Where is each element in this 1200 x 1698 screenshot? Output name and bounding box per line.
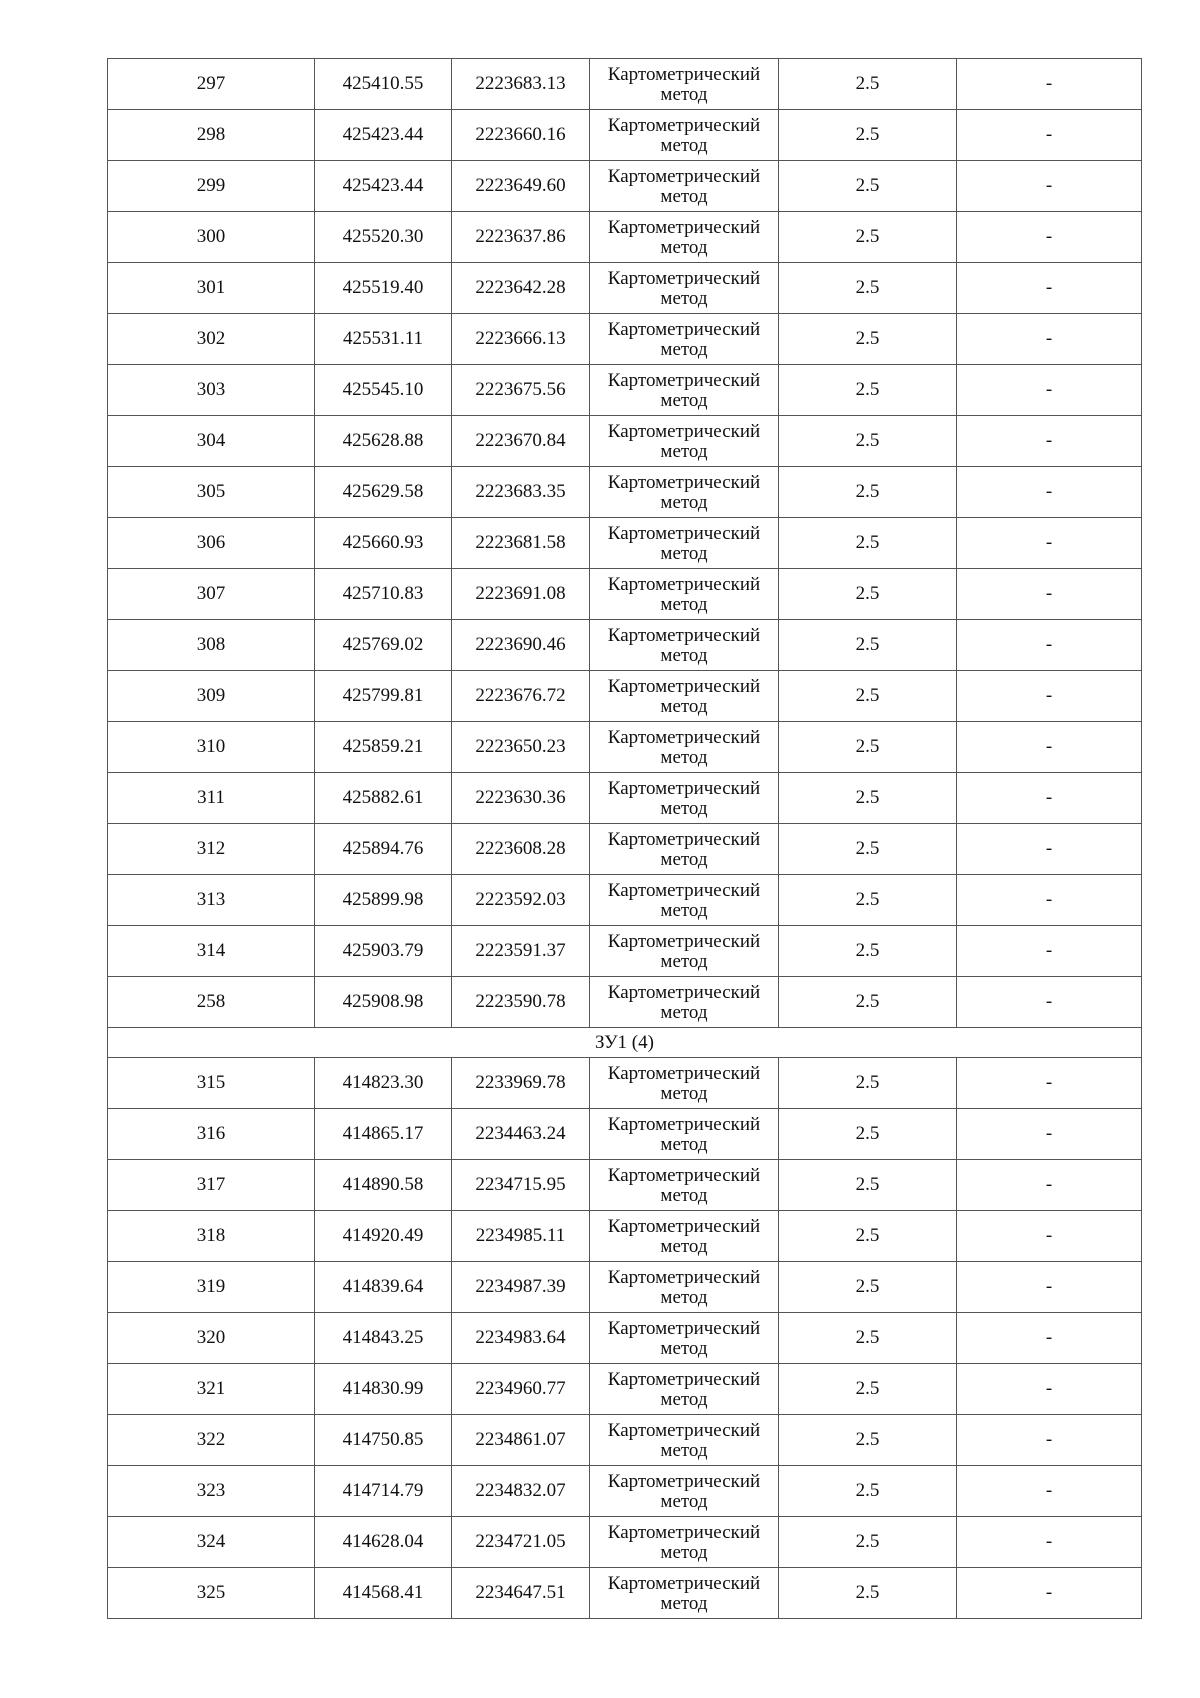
point-number-cell: 319 bbox=[108, 1262, 315, 1313]
y-coordinate-cell: 2233969.78 bbox=[452, 1058, 590, 1109]
x-coordinate-cell: 425423.44 bbox=[315, 161, 452, 212]
method-cell bbox=[590, 59, 779, 110]
note-cell: - bbox=[957, 569, 1142, 620]
method-line: метод bbox=[660, 899, 708, 921]
note-cell: - bbox=[957, 416, 1142, 467]
table-row bbox=[108, 1364, 1142, 1415]
y-coordinate-cell: 2234715.95 bbox=[452, 1160, 590, 1211]
method-cell bbox=[590, 1466, 779, 1517]
y-coordinate-cell: 2223642.28 bbox=[452, 263, 590, 314]
table-row bbox=[108, 518, 1142, 569]
section-header-row bbox=[108, 1028, 1142, 1058]
point-number-cell: 297 bbox=[108, 59, 315, 110]
method-line: Картометрический bbox=[607, 267, 761, 289]
method-cell bbox=[590, 1313, 779, 1364]
x-coordinate-cell: 414830.99 bbox=[315, 1364, 452, 1415]
note-cell: - bbox=[957, 722, 1142, 773]
method-line: Картометрический bbox=[607, 1215, 761, 1237]
table-row bbox=[108, 1211, 1142, 1262]
method-cell bbox=[590, 1211, 779, 1262]
method-line: метод bbox=[660, 1541, 708, 1563]
table-row bbox=[108, 161, 1142, 212]
table-row bbox=[108, 365, 1142, 416]
x-coordinate-cell: 425519.40 bbox=[315, 263, 452, 314]
method-line: Картометрический bbox=[607, 573, 761, 595]
x-coordinate-cell: 414714.79 bbox=[315, 1466, 452, 1517]
x-coordinate-cell: 425859.21 bbox=[315, 722, 452, 773]
point-number-cell: 298 bbox=[108, 110, 315, 161]
method-line: метод bbox=[660, 1235, 708, 1257]
table-row bbox=[108, 1568, 1142, 1619]
y-coordinate-cell: 2234721.05 bbox=[452, 1517, 590, 1568]
x-coordinate-cell: 414568.41 bbox=[315, 1568, 452, 1619]
accuracy-cell: 2.5 bbox=[779, 1466, 957, 1517]
x-coordinate-cell: 425908.98 bbox=[315, 977, 452, 1028]
accuracy-cell: 2.5 bbox=[779, 212, 957, 263]
point-number-cell: 325 bbox=[108, 1568, 315, 1619]
note-cell: - bbox=[957, 161, 1142, 212]
x-coordinate-cell: 425894.76 bbox=[315, 824, 452, 875]
y-coordinate-cell: 2223649.60 bbox=[452, 161, 590, 212]
y-coordinate-cell: 2223630.36 bbox=[452, 773, 590, 824]
y-coordinate-cell: 2223666.13 bbox=[452, 314, 590, 365]
point-number-cell: 307 bbox=[108, 569, 315, 620]
accuracy-cell: 2.5 bbox=[779, 1109, 957, 1160]
table-row bbox=[108, 722, 1142, 773]
note-cell: - bbox=[957, 671, 1142, 722]
method-line: метод bbox=[660, 644, 708, 666]
accuracy-cell: 2.5 bbox=[779, 1058, 957, 1109]
method-cell bbox=[590, 1568, 779, 1619]
method-cell bbox=[590, 518, 779, 569]
y-coordinate-cell: 2223670.84 bbox=[452, 416, 590, 467]
table-row bbox=[108, 977, 1142, 1028]
accuracy-cell: 2.5 bbox=[779, 1517, 957, 1568]
method-cell bbox=[590, 569, 779, 620]
table-row bbox=[108, 671, 1142, 722]
table-row bbox=[108, 1466, 1142, 1517]
accuracy-cell: 2.5 bbox=[779, 110, 957, 161]
point-number-cell: 303 bbox=[108, 365, 315, 416]
note-cell: - bbox=[957, 1160, 1142, 1211]
note-cell: - bbox=[957, 620, 1142, 671]
accuracy-cell: 2.5 bbox=[779, 1211, 957, 1262]
x-coordinate-cell: 425628.88 bbox=[315, 416, 452, 467]
accuracy-cell: 2.5 bbox=[779, 875, 957, 926]
table-row bbox=[108, 875, 1142, 926]
point-number-cell: 304 bbox=[108, 416, 315, 467]
table-row bbox=[108, 263, 1142, 314]
y-coordinate-cell: 2223675.56 bbox=[452, 365, 590, 416]
table-row bbox=[108, 569, 1142, 620]
method-line: Картометрический bbox=[607, 1572, 761, 1594]
table-row bbox=[108, 59, 1142, 110]
y-coordinate-cell: 2234832.07 bbox=[452, 1466, 590, 1517]
method-cell bbox=[590, 620, 779, 671]
accuracy-cell: 2.5 bbox=[779, 1262, 957, 1313]
x-coordinate-cell: 425899.98 bbox=[315, 875, 452, 926]
point-number-cell: 302 bbox=[108, 314, 315, 365]
note-cell: - bbox=[957, 1517, 1142, 1568]
y-coordinate-cell: 2223683.35 bbox=[452, 467, 590, 518]
method-line: метод bbox=[660, 1082, 708, 1104]
method-line: метод bbox=[660, 389, 708, 411]
x-coordinate-cell: 425410.55 bbox=[315, 59, 452, 110]
accuracy-cell: 2.5 bbox=[779, 263, 957, 314]
point-number-cell: 299 bbox=[108, 161, 315, 212]
method-line: Картометрический bbox=[607, 369, 761, 391]
note-cell: - bbox=[957, 977, 1142, 1028]
point-number-cell: 323 bbox=[108, 1466, 315, 1517]
x-coordinate-cell: 425799.81 bbox=[315, 671, 452, 722]
method-line: метод bbox=[660, 440, 708, 462]
method-cell bbox=[590, 722, 779, 773]
y-coordinate-cell: 2234983.64 bbox=[452, 1313, 590, 1364]
y-coordinate-cell: 2223683.13 bbox=[452, 59, 590, 110]
y-coordinate-cell: 2223590.78 bbox=[452, 977, 590, 1028]
note-cell: - bbox=[957, 212, 1142, 263]
y-coordinate-cell: 2223591.37 bbox=[452, 926, 590, 977]
x-coordinate-cell: 414823.30 bbox=[315, 1058, 452, 1109]
table-row bbox=[108, 1415, 1142, 1466]
point-number-cell: 316 bbox=[108, 1109, 315, 1160]
x-coordinate-cell: 414865.17 bbox=[315, 1109, 452, 1160]
x-coordinate-cell: 425531.11 bbox=[315, 314, 452, 365]
accuracy-cell: 2.5 bbox=[779, 1568, 957, 1619]
method-line: Картометрический bbox=[607, 726, 761, 748]
table-row bbox=[108, 467, 1142, 518]
point-number-cell: 315 bbox=[108, 1058, 315, 1109]
method-cell bbox=[590, 1415, 779, 1466]
section-header: ЗУ1 (4) bbox=[108, 1028, 1142, 1058]
x-coordinate-cell: 425882.61 bbox=[315, 773, 452, 824]
x-coordinate-cell: 425903.79 bbox=[315, 926, 452, 977]
table-row bbox=[108, 416, 1142, 467]
method-line: метод bbox=[660, 1286, 708, 1308]
accuracy-cell: 2.5 bbox=[779, 314, 957, 365]
method-cell bbox=[590, 671, 779, 722]
note-cell: - bbox=[957, 263, 1142, 314]
table-row bbox=[108, 1058, 1142, 1109]
point-number-cell: 312 bbox=[108, 824, 315, 875]
accuracy-cell: 2.5 bbox=[779, 161, 957, 212]
note-cell: - bbox=[957, 518, 1142, 569]
note-cell: - bbox=[957, 365, 1142, 416]
method-line: Картометрический bbox=[607, 1368, 761, 1390]
method-line: Картометрический bbox=[607, 1164, 761, 1186]
y-coordinate-cell: 2234463.24 bbox=[452, 1109, 590, 1160]
method-line: Картометрический bbox=[607, 777, 761, 799]
accuracy-cell: 2.5 bbox=[779, 620, 957, 671]
method-line: метод bbox=[660, 1337, 708, 1359]
accuracy-cell: 2.5 bbox=[779, 926, 957, 977]
coordinates-table-body bbox=[108, 59, 1142, 1619]
method-line: Картометрический bbox=[607, 1521, 761, 1543]
accuracy-cell: 2.5 bbox=[779, 416, 957, 467]
x-coordinate-cell: 414750.85 bbox=[315, 1415, 452, 1466]
y-coordinate-cell: 2223608.28 bbox=[452, 824, 590, 875]
note-cell: - bbox=[957, 1211, 1142, 1262]
method-cell bbox=[590, 824, 779, 875]
accuracy-cell: 2.5 bbox=[779, 59, 957, 110]
method-line: метод bbox=[660, 1490, 708, 1512]
point-number-cell: 300 bbox=[108, 212, 315, 263]
accuracy-cell: 2.5 bbox=[779, 1313, 957, 1364]
method-cell bbox=[590, 263, 779, 314]
note-cell: - bbox=[957, 773, 1142, 824]
point-number-cell: 306 bbox=[108, 518, 315, 569]
point-number-cell: 313 bbox=[108, 875, 315, 926]
point-number-cell: 320 bbox=[108, 1313, 315, 1364]
note-cell: - bbox=[957, 1364, 1142, 1415]
y-coordinate-cell: 2234985.11 bbox=[452, 1211, 590, 1262]
y-coordinate-cell: 2223681.58 bbox=[452, 518, 590, 569]
method-line: метод bbox=[660, 1184, 708, 1206]
method-line: Картометрический bbox=[607, 675, 761, 697]
accuracy-cell: 2.5 bbox=[779, 518, 957, 569]
y-coordinate-cell: 2234960.77 bbox=[452, 1364, 590, 1415]
x-coordinate-cell: 425660.93 bbox=[315, 518, 452, 569]
point-number-cell: 322 bbox=[108, 1415, 315, 1466]
accuracy-cell: 2.5 bbox=[779, 773, 957, 824]
x-coordinate-cell: 425423.44 bbox=[315, 110, 452, 161]
accuracy-cell: 2.5 bbox=[779, 1160, 957, 1211]
y-coordinate-cell: 2223650.23 bbox=[452, 722, 590, 773]
accuracy-cell: 2.5 bbox=[779, 1415, 957, 1466]
note-cell: - bbox=[957, 1568, 1142, 1619]
method-line: Картометрический bbox=[607, 1419, 761, 1441]
table-row bbox=[108, 620, 1142, 671]
y-coordinate-cell: 2223676.72 bbox=[452, 671, 590, 722]
method-line: метод bbox=[660, 1592, 708, 1614]
method-line: метод bbox=[660, 848, 708, 870]
note-cell: - bbox=[957, 59, 1142, 110]
method-line: метод bbox=[660, 236, 708, 258]
coordinates-table bbox=[107, 58, 1142, 1619]
method-cell bbox=[590, 365, 779, 416]
method-cell bbox=[590, 110, 779, 161]
method-line: метод bbox=[660, 1439, 708, 1461]
y-coordinate-cell: 2223690.46 bbox=[452, 620, 590, 671]
method-line: Картометрический bbox=[607, 930, 761, 952]
accuracy-cell: 2.5 bbox=[779, 365, 957, 416]
y-coordinate-cell: 2234647.51 bbox=[452, 1568, 590, 1619]
method-line: метод bbox=[660, 1001, 708, 1023]
y-coordinate-cell: 2234861.07 bbox=[452, 1415, 590, 1466]
point-number-cell: 309 bbox=[108, 671, 315, 722]
note-cell: - bbox=[957, 110, 1142, 161]
table-row bbox=[108, 926, 1142, 977]
note-cell: - bbox=[957, 1313, 1142, 1364]
accuracy-cell: 2.5 bbox=[779, 467, 957, 518]
table-row bbox=[108, 1262, 1142, 1313]
point-number-cell: 258 bbox=[108, 977, 315, 1028]
method-line: Картометрический bbox=[607, 624, 761, 646]
method-cell bbox=[590, 773, 779, 824]
x-coordinate-cell: 414628.04 bbox=[315, 1517, 452, 1568]
table-row bbox=[108, 824, 1142, 875]
method-line: метод bbox=[660, 1388, 708, 1410]
method-cell bbox=[590, 314, 779, 365]
point-number-cell: 324 bbox=[108, 1517, 315, 1568]
x-coordinate-cell: 414839.64 bbox=[315, 1262, 452, 1313]
point-number-cell: 321 bbox=[108, 1364, 315, 1415]
method-cell bbox=[590, 212, 779, 263]
method-cell bbox=[590, 1160, 779, 1211]
note-cell: - bbox=[957, 1109, 1142, 1160]
method-line: метод bbox=[660, 287, 708, 309]
note-cell: - bbox=[957, 824, 1142, 875]
method-line: Картометрический bbox=[607, 216, 761, 238]
note-cell: - bbox=[957, 926, 1142, 977]
method-line: метод bbox=[660, 593, 708, 615]
note-cell: - bbox=[957, 875, 1142, 926]
table-row bbox=[108, 212, 1142, 263]
x-coordinate-cell: 414890.58 bbox=[315, 1160, 452, 1211]
method-line: Картометрический bbox=[607, 1317, 761, 1339]
accuracy-cell: 2.5 bbox=[779, 977, 957, 1028]
method-cell bbox=[590, 161, 779, 212]
method-line: Картометрический bbox=[607, 420, 761, 442]
method-line: метод bbox=[660, 83, 708, 105]
method-line: Картометрический bbox=[607, 1266, 761, 1288]
method-line: Картометрический bbox=[607, 114, 761, 136]
method-line: метод bbox=[660, 134, 708, 156]
note-cell: - bbox=[957, 1262, 1142, 1313]
note-cell: - bbox=[957, 1466, 1142, 1517]
y-coordinate-cell: 2223592.03 bbox=[452, 875, 590, 926]
accuracy-cell: 2.5 bbox=[779, 824, 957, 875]
method-line: метод bbox=[660, 185, 708, 207]
method-line: Картометрический bbox=[607, 879, 761, 901]
point-number-cell: 311 bbox=[108, 773, 315, 824]
table-row bbox=[108, 314, 1142, 365]
accuracy-cell: 2.5 bbox=[779, 1364, 957, 1415]
method-cell bbox=[590, 1262, 779, 1313]
point-number-cell: 310 bbox=[108, 722, 315, 773]
method-cell bbox=[590, 926, 779, 977]
method-line: метод bbox=[660, 797, 708, 819]
y-coordinate-cell: 2223691.08 bbox=[452, 569, 590, 620]
method-line: Картометрический bbox=[607, 63, 761, 85]
accuracy-cell: 2.5 bbox=[779, 671, 957, 722]
method-line: метод bbox=[660, 542, 708, 564]
x-coordinate-cell: 414843.25 bbox=[315, 1313, 452, 1364]
method-line: метод bbox=[660, 746, 708, 768]
x-coordinate-cell: 414920.49 bbox=[315, 1211, 452, 1262]
accuracy-cell: 2.5 bbox=[779, 569, 957, 620]
method-cell bbox=[590, 977, 779, 1028]
method-line: Картометрический bbox=[607, 522, 761, 544]
method-cell bbox=[590, 1109, 779, 1160]
note-cell: - bbox=[957, 467, 1142, 518]
method-cell bbox=[590, 467, 779, 518]
method-cell bbox=[590, 1058, 779, 1109]
x-coordinate-cell: 425545.10 bbox=[315, 365, 452, 416]
method-cell bbox=[590, 875, 779, 926]
note-cell: - bbox=[957, 314, 1142, 365]
note-cell: - bbox=[957, 1058, 1142, 1109]
point-number-cell: 318 bbox=[108, 1211, 315, 1262]
table-row bbox=[108, 110, 1142, 161]
accuracy-cell: 2.5 bbox=[779, 722, 957, 773]
table-row bbox=[108, 773, 1142, 824]
method-line: Картометрический bbox=[607, 471, 761, 493]
method-cell bbox=[590, 416, 779, 467]
point-number-cell: 305 bbox=[108, 467, 315, 518]
table-row bbox=[108, 1160, 1142, 1211]
y-coordinate-cell: 2223660.16 bbox=[452, 110, 590, 161]
method-line: метод bbox=[660, 1133, 708, 1155]
method-line: Картометрический bbox=[607, 1062, 761, 1084]
method-line: Картометрический bbox=[607, 1113, 761, 1135]
method-line: Картометрический bbox=[607, 165, 761, 187]
x-coordinate-cell: 425769.02 bbox=[315, 620, 452, 671]
method-line: Картометрический bbox=[607, 1470, 761, 1492]
method-line: Картометрический bbox=[607, 318, 761, 340]
table-row bbox=[108, 1313, 1142, 1364]
point-number-cell: 308 bbox=[108, 620, 315, 671]
x-coordinate-cell: 425520.30 bbox=[315, 212, 452, 263]
point-number-cell: 301 bbox=[108, 263, 315, 314]
method-cell bbox=[590, 1517, 779, 1568]
y-coordinate-cell: 2234987.39 bbox=[452, 1262, 590, 1313]
method-line: Картометрический bbox=[607, 828, 761, 850]
method-line: метод bbox=[660, 491, 708, 513]
x-coordinate-cell: 425629.58 bbox=[315, 467, 452, 518]
method-cell bbox=[590, 1364, 779, 1415]
method-line: метод bbox=[660, 695, 708, 717]
method-line: Картометрический bbox=[607, 981, 761, 1003]
method-line: метод bbox=[660, 338, 708, 360]
table-row bbox=[108, 1109, 1142, 1160]
point-number-cell: 317 bbox=[108, 1160, 315, 1211]
table-row bbox=[108, 1517, 1142, 1568]
y-coordinate-cell: 2223637.86 bbox=[452, 212, 590, 263]
point-number-cell: 314 bbox=[108, 926, 315, 977]
x-coordinate-cell: 425710.83 bbox=[315, 569, 452, 620]
method-line: метод bbox=[660, 950, 708, 972]
note-cell: - bbox=[957, 1415, 1142, 1466]
